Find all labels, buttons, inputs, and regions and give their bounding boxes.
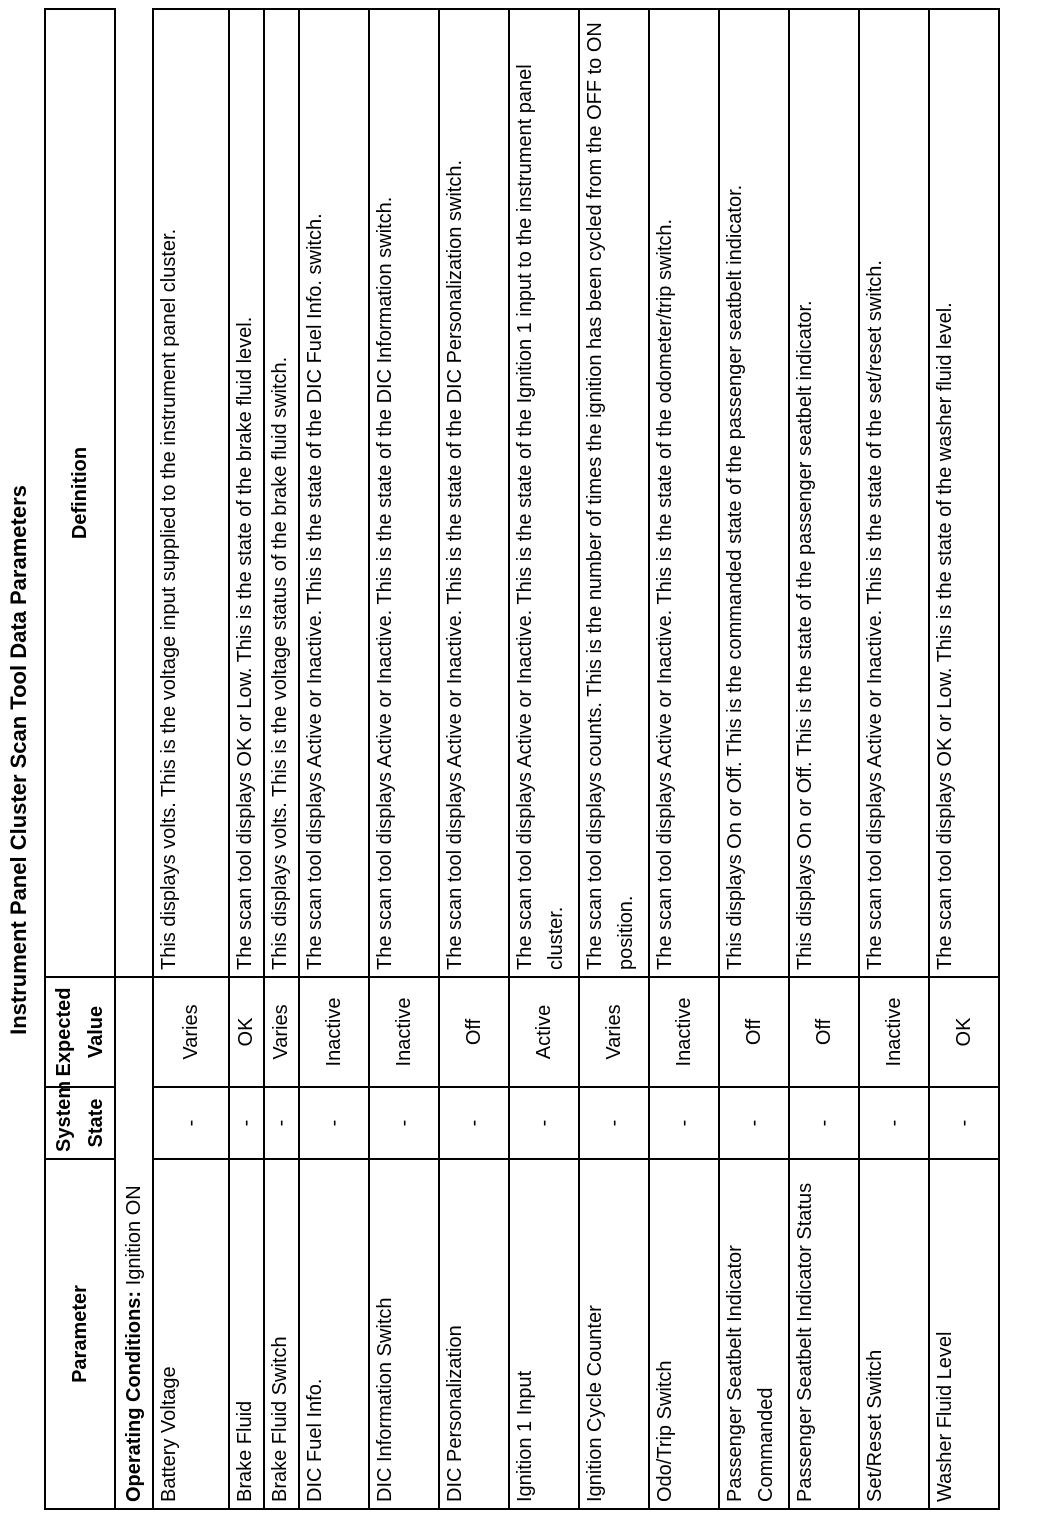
parameter-cell: Passenger Seatbelt Indicator Status <box>789 1159 859 1509</box>
header-system-state: System State <box>45 1087 115 1159</box>
header-expected-value: Expected Value <box>45 977 115 1087</box>
definition-cell: This displays volts. This is the voltage input supplied to the instrument panel cluster. <box>153 9 229 977</box>
definition-cell: The scan tool displays Active or Inactive. This is the state of the DIC Fuel Info. switch. <box>299 9 369 977</box>
table-row <box>859 9 929 1509</box>
definition-cell: The scan tool displays Active or Inactive. This is the state of the DIC Information switch. <box>369 9 439 977</box>
expected-value-cell: Off <box>789 977 859 1087</box>
parameter-cell: Passenger Seatbelt Indicator Commanded <box>719 1159 789 1509</box>
system-state-cell: - <box>579 1087 649 1159</box>
expected-value-cell: Varies <box>153 977 229 1087</box>
parameter-cell: Brake Fluid <box>229 1159 264 1509</box>
table-row <box>509 9 579 1509</box>
expected-value-cell: Off <box>719 977 789 1087</box>
system-state-cell: - <box>789 1087 859 1159</box>
operating-conditions-label: Operating Conditions: <box>122 1290 145 1502</box>
expected-value-cell: OK <box>929 977 999 1087</box>
expected-value-cell: OK <box>229 977 264 1087</box>
definition-cell: This displays volts. This is the voltage status of the brake fluid switch. <box>264 9 299 977</box>
table-row <box>579 9 649 1509</box>
definition-cell: The scan tool displays Active or Inactive. This is the state of the set/reset switch. <box>859 9 929 977</box>
parameters-table <box>44 8 1000 1510</box>
definition-cell: The scan tool displays Active or Inactive. This is the state of the DIC Personalization switch. <box>439 9 509 977</box>
system-state-cell: - <box>719 1087 789 1159</box>
system-state-cell: - <box>229 1087 264 1159</box>
expected-value-cell: Varies <box>579 977 649 1087</box>
expected-value-cell: Off <box>439 977 509 1087</box>
parameter-cell: Set/Reset Switch <box>859 1159 929 1509</box>
system-state-cell: - <box>859 1087 929 1159</box>
parameter-cell: DIC Information Switch <box>369 1159 439 1509</box>
system-state-cell: - <box>264 1087 299 1159</box>
operating-conditions-row <box>115 9 153 1509</box>
definition-cell: The scan tool displays OK or Low. This is the state of the washer fluid level. <box>929 9 999 977</box>
table-row <box>439 9 509 1509</box>
table-row <box>229 9 264 1509</box>
table-row <box>369 9 439 1509</box>
system-state-cell: - <box>369 1087 439 1159</box>
table-body <box>115 9 999 1509</box>
parameter-cell: Battery Voltage <box>153 1159 229 1509</box>
table-row <box>719 9 789 1509</box>
parameter-cell: Brake Fluid Switch <box>264 1159 299 1509</box>
expected-value-cell: Active <box>509 977 579 1087</box>
system-state-cell: - <box>153 1087 229 1159</box>
expected-value-cell: Varies <box>264 977 299 1087</box>
header-row <box>45 9 115 1509</box>
table-row <box>649 9 719 1509</box>
table-row <box>929 9 999 1509</box>
definition-cell: The scan tool displays OK or Low. This is the state of the brake fluid level. <box>229 9 264 977</box>
definition-cell: The scan tool displays Active or Inactive. This is the state of the odometer/trip switch. <box>649 9 719 977</box>
expected-value-cell: Inactive <box>369 977 439 1087</box>
system-state-cell: - <box>299 1087 369 1159</box>
operating-conditions-cell <box>115 977 153 1509</box>
expected-value-cell: Inactive <box>859 977 929 1087</box>
table-row <box>264 9 299 1509</box>
definition-cell: This displays On or Off. This is the commanded state of the passenger seatbelt indicator. <box>719 9 789 977</box>
parameter-cell: Ignition Cycle Counter <box>579 1159 649 1509</box>
table-row <box>153 9 229 1509</box>
definition-cell: The scan tool displays Active or Inactive. This is the state of the Ignition 1 input to the instrument panel cluster. <box>509 9 579 977</box>
definition-cell: The scan tool displays counts. This is the number of times the ignition has been cycled from the OFF to ON position. <box>579 9 649 977</box>
expected-value-cell: Inactive <box>299 977 369 1087</box>
page-title: Instrument Panel Cluster Scan Tool Data Parameters <box>6 485 31 1035</box>
expected-value-cell: Inactive <box>649 977 719 1087</box>
table-row <box>789 9 859 1509</box>
definition-cell: This displays On or Off. This is the state of the passenger seatbelt indicator. <box>789 9 859 977</box>
parameter-cell: DIC Fuel Info. <box>299 1159 369 1509</box>
system-state-cell: - <box>929 1087 999 1159</box>
parameter-cell: Ignition 1 Input <box>509 1159 579 1509</box>
system-state-cell: - <box>649 1087 719 1159</box>
operating-conditions-value: Ignition ON <box>122 1185 145 1286</box>
header-parameter: Parameter <box>45 1159 115 1509</box>
table-row <box>299 9 369 1509</box>
operating-conditions-blank <box>115 9 153 977</box>
system-state-cell: - <box>439 1087 509 1159</box>
parameter-cell: Washer Fluid Level <box>929 1159 999 1509</box>
system-state-cell: - <box>509 1087 579 1159</box>
header-definition: Definition <box>45 9 115 977</box>
parameter-cell: Odo/Trip Switch <box>649 1159 719 1509</box>
parameter-cell: DIC Personalization <box>439 1159 509 1509</box>
